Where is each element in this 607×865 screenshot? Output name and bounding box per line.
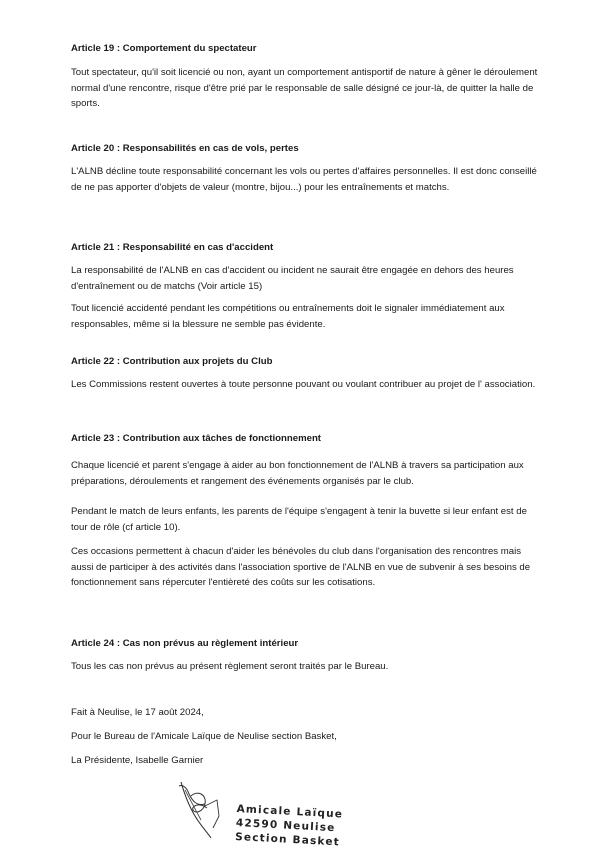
article-21-paragraph-2: Tout licencié accidenté pendant les compétitions ou entraînements doit le signaler immédiatement aux responsables, même si la blessure ne semble pas évidente. xyxy=(71,303,505,330)
closing-place-date: Fait à Neulise, le 17 août 2024, xyxy=(71,707,204,718)
stamp-line-2: 42590 Neulise xyxy=(235,816,336,835)
signature-and-stamp xyxy=(175,776,365,856)
article-24-paragraph: Tous les cas non prévus au présent règlement seront traités par le Bureau. xyxy=(71,661,389,672)
article-20-title: Article 20 : Responsabilités en cas de vols, pertes xyxy=(71,143,299,154)
article-21-paragraph-1: La responsabilité de l'ALNB en cas d'accident ou incident ne saurait être engagée en dehors des heures d'entraînement ou de matchs (Voir article 15) xyxy=(71,265,514,292)
article-21-title: Article 21 : Responsabilité en cas d'accident xyxy=(71,242,274,253)
article-19-paragraph: Tout spectateur, qu'il soit licencié ou non, ayant un comportement antisportif de nature à gêner le déroulement normal d'une rencontre, risque d'être prié par le responsable de salle désigné ce jour-là, de quitter la halle de sports. xyxy=(71,67,538,110)
article-20-paragraph: L'ALNB décline toute responsabilité concernant les vols ou pertes d'affaires personnelles. Il est donc conseillé de ne pas apporter d'objets de valeur (montre, bijou...) pour les entraînements et matchs. xyxy=(71,166,537,193)
article-23-paragraph-1: Chaque licencié et parent s'engage à aider au bon fonctionnement de l'ALNB à travers sa participation aux préparations, déroulements et rangement des événements organisés par le club. xyxy=(71,460,524,487)
handwritten-signature-icon xyxy=(175,776,235,842)
article-23-paragraph-2: Pendant le match de leurs enfants, les parents de l'équipe s'engagent à tenir la buvette si leur enfant est de tour de rôle (cf article 10). xyxy=(71,506,527,533)
article-19-title: Article 19 : Comportement du spectateur xyxy=(71,43,257,54)
stamp-line-3: Section Basket xyxy=(234,830,341,849)
article-23-title: Article 23 : Contribution aux tâches de fonctionnement xyxy=(71,433,321,444)
article-24-title: Article 24 : Cas non prévus au règlement intérieur xyxy=(71,638,299,649)
article-23-paragraph-3: Ces occasions permettent à chacun d'aider les bénévoles du club dans l'organisation des rencontres mais aussi de participer à des activités dans l'association sportive de l'ALNB en vue de subvenir à ses besoins de fonctionnement sans répercuter l'entièreté des coûts sur les cotisations. xyxy=(71,546,531,589)
article-22-title: Article 22 : Contribution aux projets du Club xyxy=(71,356,273,367)
closing-signatory: La Présidente, Isabelle Garnier xyxy=(71,755,204,766)
club-stamp xyxy=(235,802,344,850)
stamp-line-1: Amicale Laïque xyxy=(236,802,344,821)
closing-on-behalf: Pour le Bureau de l'Amicale Laïque de Neulise section Basket, xyxy=(71,731,337,742)
article-22-paragraph: Les Commissions restent ouvertes à toute personne pouvant ou voulant contribuer au projet de l' association. xyxy=(71,379,536,390)
